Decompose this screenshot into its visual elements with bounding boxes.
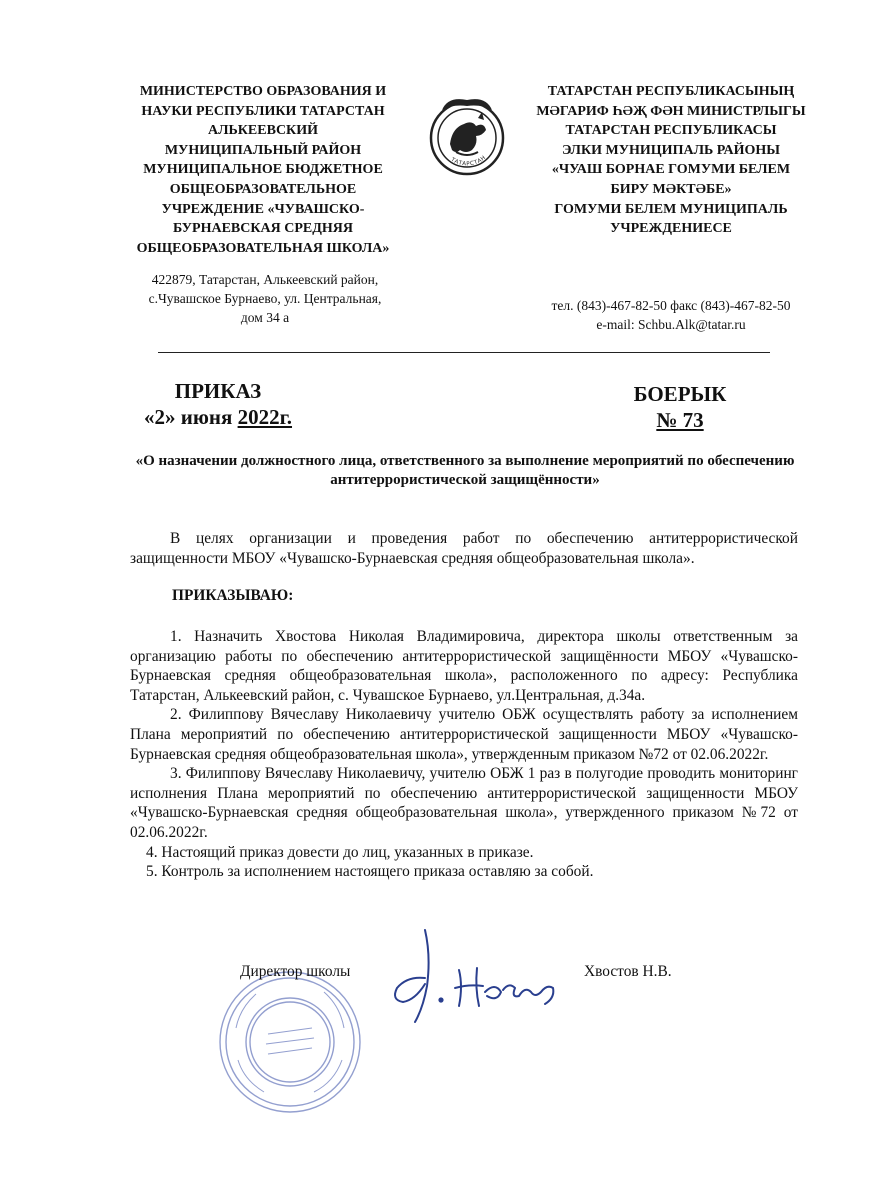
org-line: БУРНАЕВСКАЯ СРЕДНЯЯ — [173, 221, 353, 237]
org-line: ЭЛКИ МУНИЦИПАЛЬ РАЙОНЫ — [561, 142, 781, 158]
contact-phone-fax: тел. (843)-467-82-50 факс (843)-467-82-50 — [551, 298, 791, 313]
address-line: дом 34 а — [240, 310, 290, 325]
org-header-tatar — [506, 82, 836, 239]
org-line: МУНИЦИПАЛЬНОЕ БЮДЖЕТНОЕ — [143, 162, 383, 178]
org-line: ОБЩЕОБРАЗОВАТЕЛЬНАЯ ШКОЛА» — [136, 240, 390, 256]
order-date-prefix: «2» июня — [143, 405, 238, 429]
signatory-title: Директор школы — [240, 963, 351, 980]
order-title-tatar — [630, 381, 730, 433]
org-line: МӘГАРИФ ҺӘҖ ФӘН МИНИСТРЛЫГЫ — [536, 103, 806, 119]
order-date — [128, 404, 308, 430]
header-divider — [158, 352, 770, 353]
org-line: МУНИЦИПАЛЬНЫЙ РАЙОН — [164, 142, 362, 158]
address-line: с.Чувашское Бурнаево, ул. Центральная, — [148, 291, 382, 306]
org-line: НАУКИ РЕСПУБЛИКИ ТАТАРСТАН — [141, 103, 385, 119]
school-address — [126, 270, 404, 327]
intro-paragraph — [130, 529, 798, 568]
signatory-name: Хвостов Н.В. — [584, 963, 672, 980]
director-signature-icon — [385, 926, 565, 1026]
order-item: 5. Контроль за исполнением настоящего приказа оставляю за собой. — [146, 863, 594, 881]
emblem-text: ТАТАРСТАН — [449, 154, 488, 168]
order-items — [130, 627, 798, 882]
org-line: ТАТАРСТАН РЕСПУБЛИКАСЫ — [565, 123, 777, 139]
order-number: № 73 — [656, 408, 704, 432]
order-item: 4. Настоящий приказ довести до лиц, указанных в приказе. — [146, 843, 534, 861]
org-line: ГОМУМИ БЕЛЕМ МУНИЦИПАЛЬ — [554, 201, 788, 217]
intro-text: В целях организации и проведения работ по обеспечению антитеррористической защищенности МБОУ «Чувашско-Бурнаевская средняя общеобразовательная школа». — [130, 530, 798, 567]
org-line: АЛЬКЕЕВСКИЙ — [207, 123, 318, 139]
org-line: МИНИСТЕРСТВО ОБРАЗОВАНИЯ И — [139, 84, 387, 99]
tatarstan-emblem-icon — [426, 92, 508, 180]
org-line: БИРУ МӘКТӘБЕ» — [610, 181, 732, 197]
address-line: 422879, Татарстан, Алькеевский район, — [151, 272, 379, 287]
order-title-tt: БОЕРЫК — [633, 382, 727, 406]
org-line: УЧРЕЖДЕНИЕСЕ — [610, 221, 732, 237]
order-item: 3. Филиппову Вячеславу Николаевичу, учителю ОБЖ 1 раз в полугодие проводить мониторинг исполнения Плана мероприятий по обеспечению антитеррористической защищенности МБОУ «Чувашско-Бурнаевская средняя общеобразовательная школа», утвержденного приказом №72 от 02.06.2022г. — [130, 765, 798, 841]
school-stamp-icon — [216, 968, 364, 1116]
org-header-russian — [118, 82, 408, 258]
contact-email: e-mail: Schbu.Alk@tatar.ru — [596, 317, 746, 332]
order-item: 2. Филиппову Вячеславу Николаевичу учителю ОБЖ осуществлять работу за исполнением Плана мероприятий по обеспечению антитеррористической защищенности МБОУ «Чувашско-Бурнаевская средняя общеобразовательная школа», утвержденным приказом №72 от 02.06.2022г. — [130, 706, 798, 763]
command-word: ПРИКАЗЫВАЮ: — [172, 587, 294, 604]
order-item: 1. Назначить Хвостова Николая Владимировича, директора школы ответственным за организацию работы по обеспечению антитеррористической защищённости МБОУ «Чувашско-Бурнаевская средняя общеобразовательная школа», расположенного по адресу: Республика Татарстан, Алькеевский район, с. Чувашское Бурнаево, ул.Центральная, д.34а. — [130, 628, 798, 704]
school-contacts — [530, 296, 812, 334]
org-line: ОБЩЕОБРАЗОВАТЕЛЬНОЕ — [169, 181, 357, 197]
org-line: УЧРЕЖДЕНИЕ «ЧУВАШСКО- — [161, 201, 365, 217]
org-line: ТАТАРСТАН РЕСПУБЛИКАСЫНЫҢ — [547, 84, 795, 99]
order-subject: «О назначении должностного лица, ответственного за выполнение мероприятий по обеспечению антитеррористической защищённости» — [135, 453, 795, 488]
order-title-russian — [128, 378, 308, 430]
org-line: «ЧУАШ БОРНАЕ ГОМУМИ БЕЛЕМ — [551, 162, 791, 178]
order-title: ПРИКАЗ — [174, 379, 262, 403]
order-date-year: 2022г. — [237, 405, 293, 429]
